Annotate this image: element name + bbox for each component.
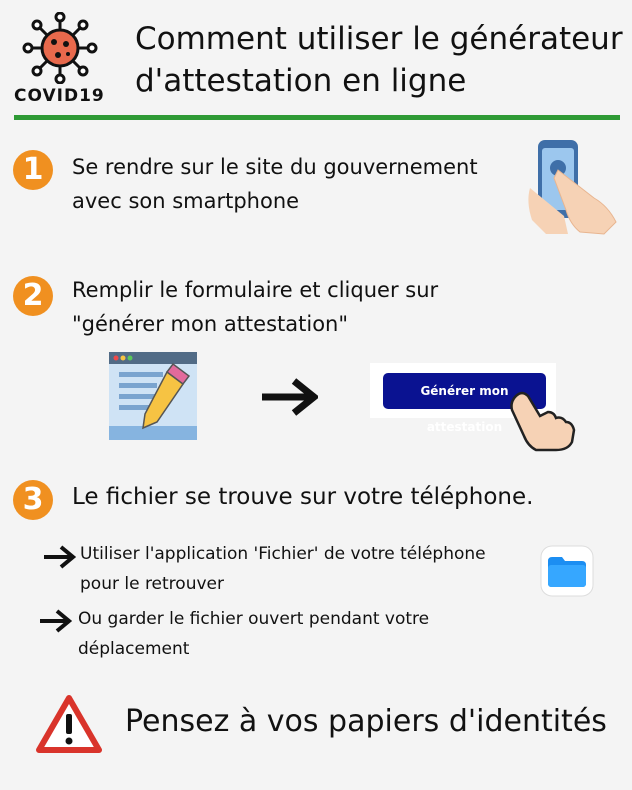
step-1-text	[72, 150, 522, 218]
step-1-number: 1	[13, 150, 53, 190]
step-2-line-2: "générer mon attestation"	[72, 312, 349, 336]
divider	[14, 115, 620, 120]
reminder-text: Pensez à vos papiers d'identités	[125, 704, 607, 739]
tip-2-text	[78, 604, 528, 664]
step-1-line-1: Se rendre sur le site du gouvernement	[72, 155, 478, 179]
form-edit-icon	[107, 350, 199, 442]
title-line-2: d'attestation en ligne	[135, 63, 467, 99]
virus-logo-icon	[22, 12, 98, 84]
tip-1-line-1: Utiliser l'application 'Fichier' de votre téléphone	[80, 544, 486, 564]
arrow-right-icon	[260, 377, 318, 417]
step-2-text	[72, 273, 532, 341]
hand-click-icon	[506, 388, 576, 452]
step-2-number: 2	[13, 276, 53, 316]
step-3-text: Le fichier se trouve sur votre téléphone.	[72, 484, 534, 510]
tip-1-text	[80, 539, 540, 599]
title-line-1: Comment utiliser le générateur	[135, 21, 623, 57]
warning-icon	[36, 694, 102, 754]
arrow-right-icon	[38, 608, 72, 634]
step-2-line-1: Remplir le formulaire et cliquer sur	[72, 278, 439, 302]
files-app-icon	[540, 545, 594, 597]
arrow-right-icon	[42, 544, 76, 570]
phone-tap-icon	[524, 138, 624, 236]
tip-1-line-2: pour le retrouver	[80, 574, 224, 594]
step-3-number: 3	[13, 480, 53, 520]
step-1-line-2: avec son smartphone	[72, 189, 300, 213]
tip-2-line-2: déplacement	[78, 639, 190, 659]
generate-button: Générer mon attestation	[383, 373, 546, 409]
tip-2-line-1: Ou garder le fichier ouvert pendant votre	[78, 609, 430, 629]
page-title	[135, 18, 625, 102]
logo-label: COVID19	[14, 86, 105, 106]
